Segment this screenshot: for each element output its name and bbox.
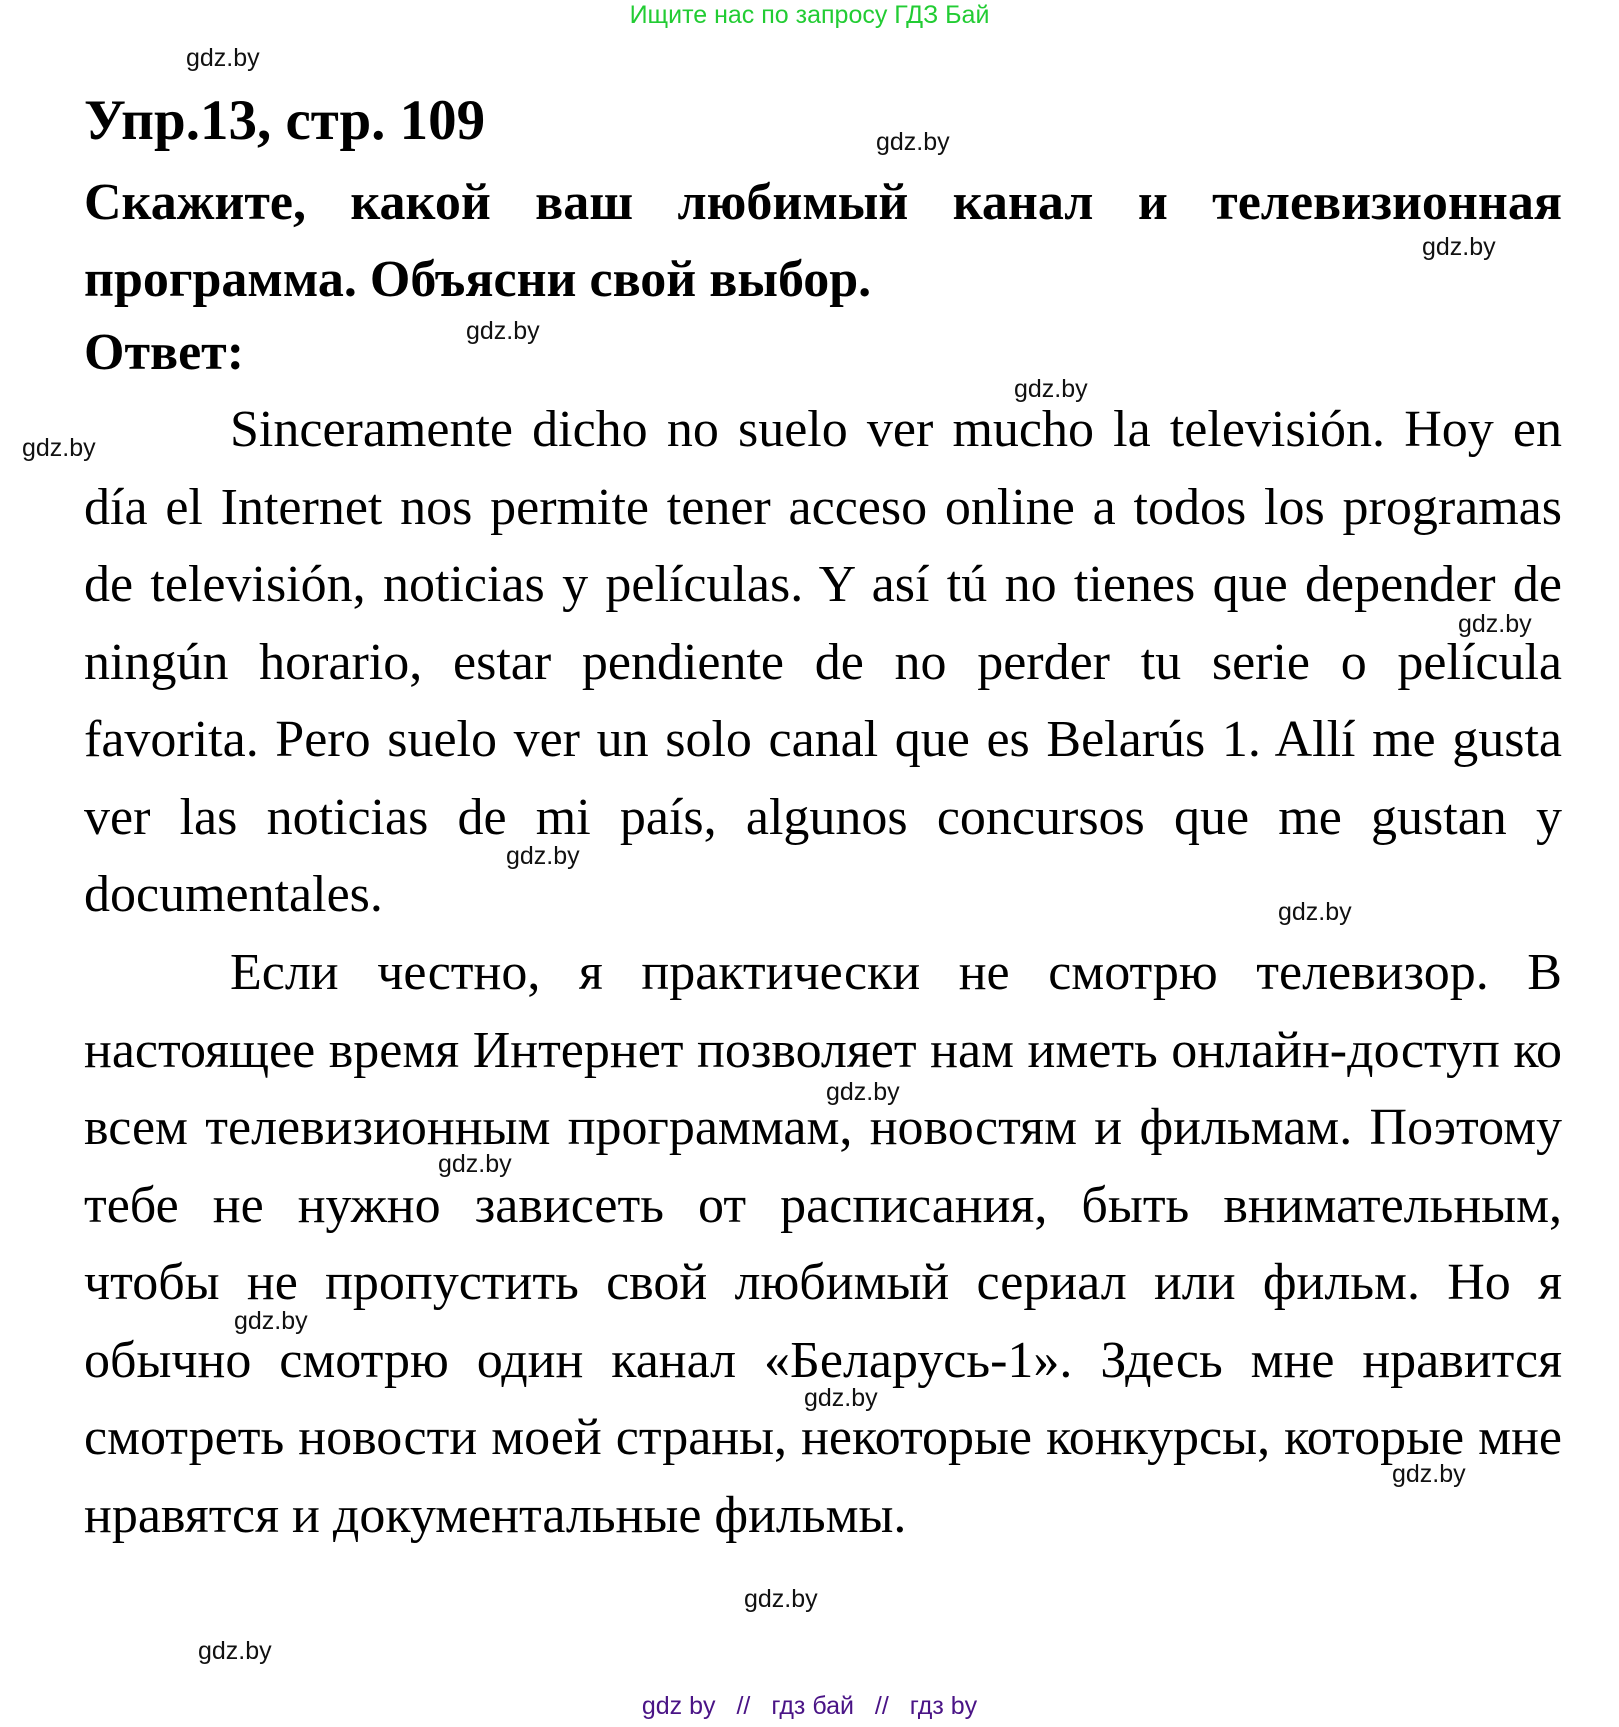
watermark: gdz.by [234, 1307, 308, 1335]
watermark: gdz.by [804, 1384, 878, 1412]
watermark: gdz.by [22, 434, 96, 462]
watermark: gdz.by [1014, 375, 1088, 403]
footer-links [0, 1690, 1619, 1722]
exercise-title: Упр.13, стр. 109 [84, 89, 486, 152]
watermark: gdz.by [1278, 898, 1352, 926]
footer-item: gdz by [641, 1692, 716, 1720]
watermark: gdz.by [198, 1637, 272, 1665]
watermark: gdz.by [1458, 610, 1532, 638]
watermark: gdz.by [466, 317, 540, 345]
search-banner: Ищите нас по запросу ГДЗ Бай [629, 1, 990, 29]
watermark: gdz.by [826, 1078, 900, 1106]
footer-separator: // [874, 1692, 889, 1720]
footer-item: гдз by [909, 1692, 978, 1720]
footer-separator: // [736, 1692, 751, 1720]
watermark: gdz.by [186, 44, 260, 72]
watermark: gdz.by [1392, 1460, 1466, 1488]
answer-label: Ответ: [84, 324, 245, 381]
watermark: gdz.by [506, 842, 580, 870]
exercise-question: Скажите, какой ваш любимый канал и телевизионная программа. Объясни свой выбор. [84, 174, 1562, 308]
answer-spanish-paragraph: Sinceramente dicho no suelo ver mucho la televisión. Hoy en día el Internet nos permite tener acceso online a todos los programas de televisión, noticias y películas. Y así tú no tienes que depender de ningún horario, estar pendiente de no perder tu serie o película favorita. Pero suelo ver un solo canal que es Belarús 1. Allí me gusta ver las noticias de mi país, algunos concursos que me gustan y documentales. [84, 401, 1562, 923]
watermark: gdz.by [744, 1585, 818, 1613]
watermark: gdz.by [438, 1150, 512, 1178]
watermark: gdz.by [876, 128, 950, 156]
watermark: gdz.by [1422, 233, 1496, 261]
answer-russian-paragraph: Если честно, я практически не смотрю телевизор. В настоящее время Интернет позволяет нам иметь онлайн-доступ ко всем телевизионным программам, новостям и фильмам. Поэтому тебе не нужно зависеть от расписания, быть внимательным, чтобы не пропустить свой любимый сериал или фильм. Но я обычно смотрю один канал «Беларусь-1». Здесь мне нравится смотреть новости моей страны, некоторые конкурсы, которые мне нравятся и документальные фильмы. [84, 944, 1562, 1544]
footer-item: гдз бай [771, 1692, 854, 1720]
